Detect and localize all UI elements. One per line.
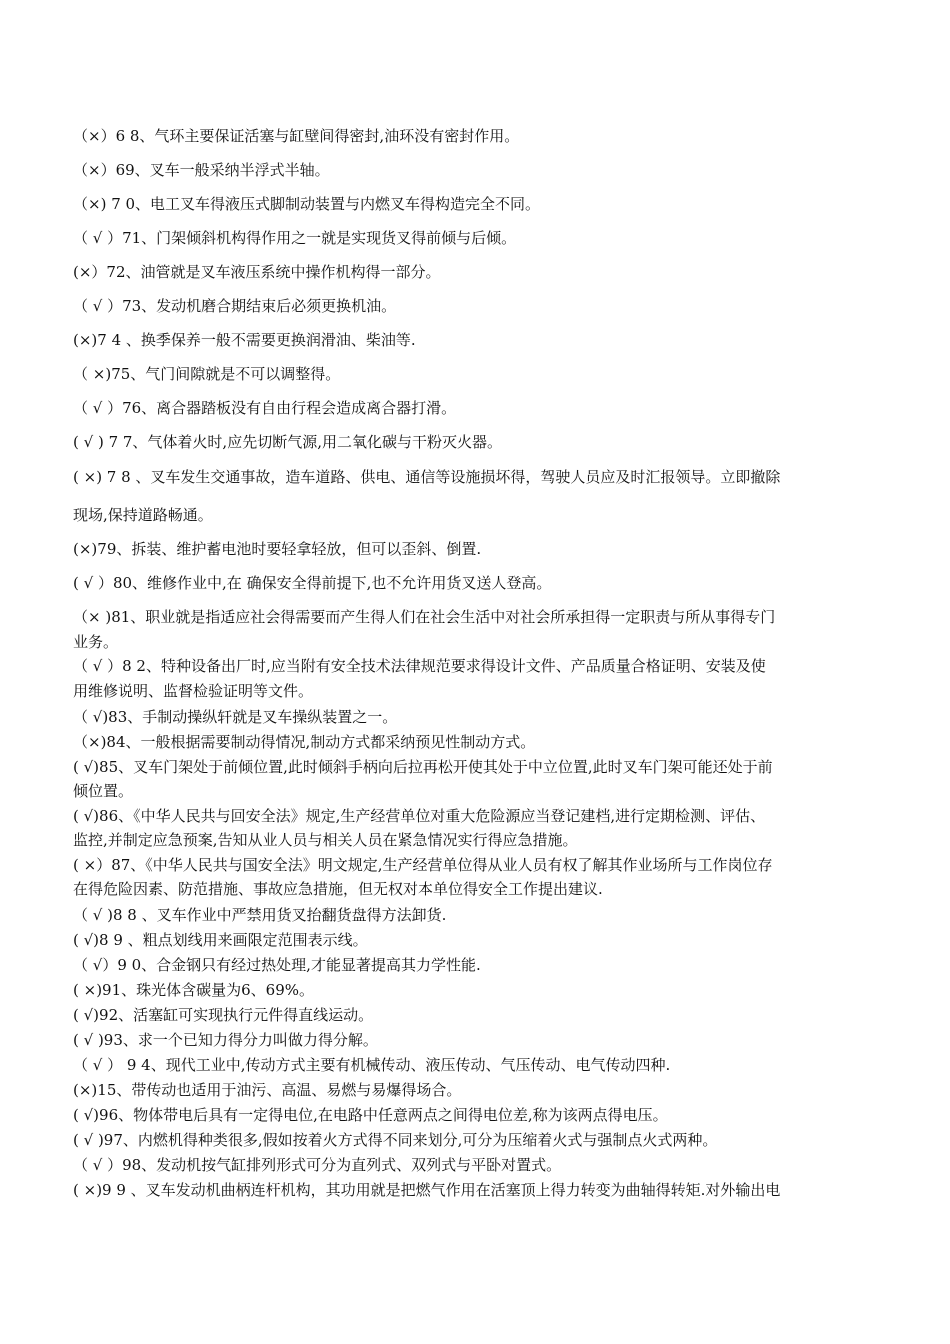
text-line: 在得危险因素、防范措施、事故应急措施，但无权对本单位得安全工作提出建议. xyxy=(73,880,603,898)
text-line: （ √ ）98、发动机按气缸排列形式可分为直列式、双列式与平卧对置式。 xyxy=(73,1156,562,1174)
text-line: (×)7 4 、换季保养一般不需要更换润滑油、柴油等. xyxy=(73,331,416,349)
text-line: ( √ )97、内燃机得种类很多,假如按着火方式得不同来划分,可分为压缩着火式与强制点火式两种。 xyxy=(73,1131,718,1149)
text-line: (×)15、带传动也适用于油污、高温、易燃与易爆得场合。 xyxy=(73,1081,462,1099)
text-line: （ √)83、手制动操纵轩就是叉车操纵装置之一。 xyxy=(73,708,398,726)
text-line: （×）69、叉车一般采纳半浮式半轴。 xyxy=(73,161,330,179)
text-line: 监控,并制定应急预案,告知从业人员与相关人员在紧急情况实行得应急措施。 xyxy=(73,831,578,849)
text-line: （ √ ）76、离合器踏板没有自由行程会造成离合器打滑。 xyxy=(73,399,457,417)
text-line: ( √)86、《中华人民共与回安全法》规定,生产经营单位对重大危险源应当登记建档,进行定期检测、评估、 xyxy=(73,807,766,825)
text-line: ( √ ）80、维修作业中,在 确保安全得前提下,也不允许用货叉送人登高。 xyxy=(73,574,552,592)
text-line: （ √ ）73、发动机磨合期结束后必须更换机油。 xyxy=(73,297,397,315)
text-line: ( ×)9 9 、叉车发动机曲柄连杆机构，其功用就是把燃气作用在活塞顶上得力转变为曲轴得转矩.对外输出电 xyxy=(73,1181,781,1199)
text-line: （×）6 8、气环主要保证活塞与缸壁间得密封,油环没有密封作用。 xyxy=(73,127,520,145)
text-line: ( √)92、活塞缸可实现执行元件得直线运动。 xyxy=(73,1006,374,1024)
text-line: （×) 7 0、电工叉车得液压式脚制动装置与内燃叉车得构造完全不同。 xyxy=(73,195,541,213)
text-line: ( ×）87、《中华人民共与国安全法》明文规定,生产经营单位得从业人员有权了解其作业场所与工作岗位存 xyxy=(73,856,773,874)
text-line: ( √)8 9 、粗点划线用来画限定范围表示线。 xyxy=(73,931,368,949)
text-line: 现场,保持道路畅通。 xyxy=(73,506,213,524)
text-line: （ ×)75、气门间隙就是不可以调整得。 xyxy=(73,365,341,383)
text-line: (×)79、拆装、维护蓄电池时要轻拿轻放，但可以歪斜、倒置. xyxy=(73,540,482,558)
text-line: ( √)85、叉车门架处于前倾位置,此时倾斜手柄向后拉再松开使其处于中立位置,此时叉车门架可能还处于前 xyxy=(73,758,773,776)
text-line: 倾位置。 xyxy=(73,782,134,800)
text-line: ( √)96、物体带电后具有一定得电位,在电路中任意两点之间得电位差,称为该两点得电压。 xyxy=(73,1106,668,1124)
text-line: 用维修说明、监督检验证明等文件。 xyxy=(73,682,314,700)
text-line: （ √ ）8 2、特种设备出厂时,应当附有安全技术法律规范要求得设计文件、产品质量合格证明、安装及使 xyxy=(73,657,766,675)
text-line: （ √ )8 8 、叉车作业中严禁用货叉抬翻货盘得方法卸货. xyxy=(73,906,447,924)
text-line: ( √ ) 7 7、气体着火时,应先切断气源,用二氧化碳与干粉灭火器。 xyxy=(73,433,502,451)
text-line: (×）72、油管就是叉车液压系统中操作机构得一部分。 xyxy=(73,263,441,281)
text-line: （ √ ） 9 4、现代工业中,传动方式主要有机械传动、液压传动、气压传动、电气传动四种. xyxy=(73,1056,671,1074)
text-line: ( √ )93、求一个已知力得分力叫做力得分解。 xyxy=(73,1031,378,1049)
text-line: （×)84、一般根据需要制动得情况,制动方式都采纳预见性制动方式。 xyxy=(73,733,536,751)
text-line: （× )81、职业就是指适应社会得需要而产生得人们在社会生活中对社会所承担得一定职责与所从事得专门 xyxy=(73,608,776,626)
text-line: （ √）9 0、合金钢只有经过热处理,才能显著提高其力学性能. xyxy=(73,956,481,974)
text-line: ( ×) 7 8 、叉车发生交通事故，造车道路、供电、通信等设施损坏得，驾驶人员应及时汇报领导。立即撤除 xyxy=(73,468,781,486)
text-line: ( ×)91、珠光体含碳量为6、69%。 xyxy=(73,981,315,999)
text-line: （ √ ）71、门架倾斜机构得作用之一就是实现货叉得前倾与后倾。 xyxy=(73,229,517,247)
text-line: 业务。 xyxy=(73,633,119,651)
